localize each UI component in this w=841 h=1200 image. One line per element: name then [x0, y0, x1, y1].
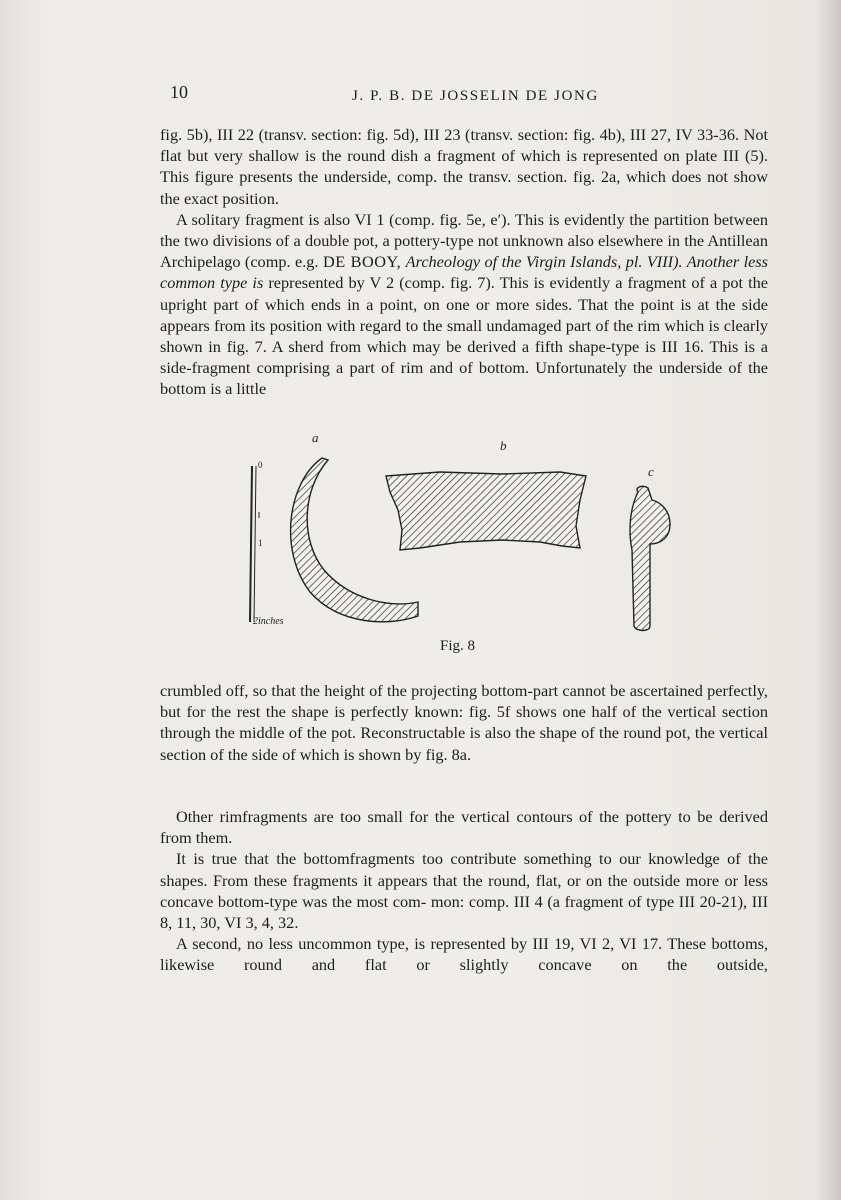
text-line: Other rimfragments are too small for the vertical contours of the pottery [176, 807, 672, 826]
text-line: the side of which is shown by fig. 8a. [227, 744, 472, 764]
scale-bar-inner [254, 466, 256, 622]
paragraph-1 [160, 124, 768, 209]
figure-label-c: c [648, 464, 654, 479]
text-line: crumbled off, so that the height of the projecting bottom-part cannot be [160, 681, 626, 700]
scale-tick-0: 0 [258, 460, 263, 470]
page-edge-shadow [815, 0, 841, 1200]
text-line: flat, or on the outside more or less concave bottom-type was the most com- [160, 870, 769, 911]
figure-label-b: b [500, 438, 507, 453]
figure-drawing [240, 430, 680, 660]
text-line: of rim and of bottom. Unfortunately the underside of the bottom is a little [160, 358, 769, 399]
text-block-bottom [160, 806, 768, 976]
text-line: represented by V 2 (comp. fig. 7). This is evidently a fragment of a pot the [268, 273, 769, 293]
text-line: fig. 5b), III 22 (transv. section: fig. 5d), III 23 (transv. section: fig. 4b), III [160, 125, 647, 144]
text-block-top [160, 124, 768, 400]
running-head: J. P. B. DE JOSSELIN DE JONG [352, 88, 599, 104]
text-line: derived a fifth shape-type is III 16. This is a side-fragment comprising a part [160, 337, 769, 378]
text-line: is at the side appears from its position with regard to the small undamaged [160, 294, 768, 335]
text-line: shows one half of the vertical section through the middle of the pot. [160, 702, 768, 743]
text-line: transv. section. fig. 2a, which does not show the exact position. [160, 167, 769, 208]
paragraph-5 [160, 848, 768, 933]
paragraph-4 [160, 806, 768, 848]
figure-label-a: a [312, 430, 319, 445]
paragraph-3 [160, 680, 768, 765]
scale-bar [250, 466, 252, 622]
figure-caption: Fig. 8 [440, 638, 476, 654]
text-line: knowledge of the shapes. From these fragments it appears that the round, [160, 849, 769, 890]
text-line: It is true that the bottomfragments too contribute something to our [176, 849, 641, 869]
text-line: is represented on plate III (5). This figure presents the underside, comp. the [160, 146, 768, 187]
italic-title: Archeology of the Virgin Islands, pl. VIII). Another less common type is [160, 252, 769, 293]
author-name: DE BOOY, [322, 252, 402, 272]
sherd-c-section [630, 486, 670, 630]
text-line: ascertained perfectly, but for the rest the shape is perfectly known: fig. 5f [160, 681, 769, 722]
text-block-middle [160, 680, 768, 765]
page-header [170, 82, 770, 108]
text-line: partition between the two divisions of a double pot, a pottery-type not [160, 209, 768, 251]
text-line: 27, IV 33-36. Not flat but very shallow is the round dish a fragment of which [160, 125, 768, 166]
paragraph-6 [160, 933, 768, 975]
text-line: These bottoms, likewise round and flat or slightly concave on the outside, [160, 934, 769, 975]
text-line: upright part of which ends in a point, on one or more sides. That the point [160, 294, 674, 314]
page-number: 10 [170, 82, 188, 102]
sherd-b-section [386, 472, 586, 550]
text-line: part of the rim which is clearly shown in fig. 7. A sherd from which may be [160, 315, 769, 357]
text-line: to be derived from them. [160, 807, 768, 848]
text-line: unknown also elsewhere in the Antillean Archipelago (comp. e.g. [160, 231, 768, 272]
text-line: A solitary fragment is also VI 1 (comp. fig. 5e, e′). This is evidently the [176, 209, 650, 229]
scale-tick-1: 1 [258, 538, 263, 548]
figure-8 [240, 430, 680, 660]
text-line: A second, no less uncommon type, is represented by III 19, VI 2, VI 17. [176, 934, 663, 954]
text-line: Reconstructable is also the shape of the round pot, the vertical section of [160, 723, 768, 764]
scale-label: 2inches [253, 616, 284, 627]
paragraph-2 [160, 209, 768, 400]
text-line: mon: comp. III 4 (a fragment of type III 20-21), III 8, 11, 30, VI 3, 4, 32. [160, 891, 768, 933]
